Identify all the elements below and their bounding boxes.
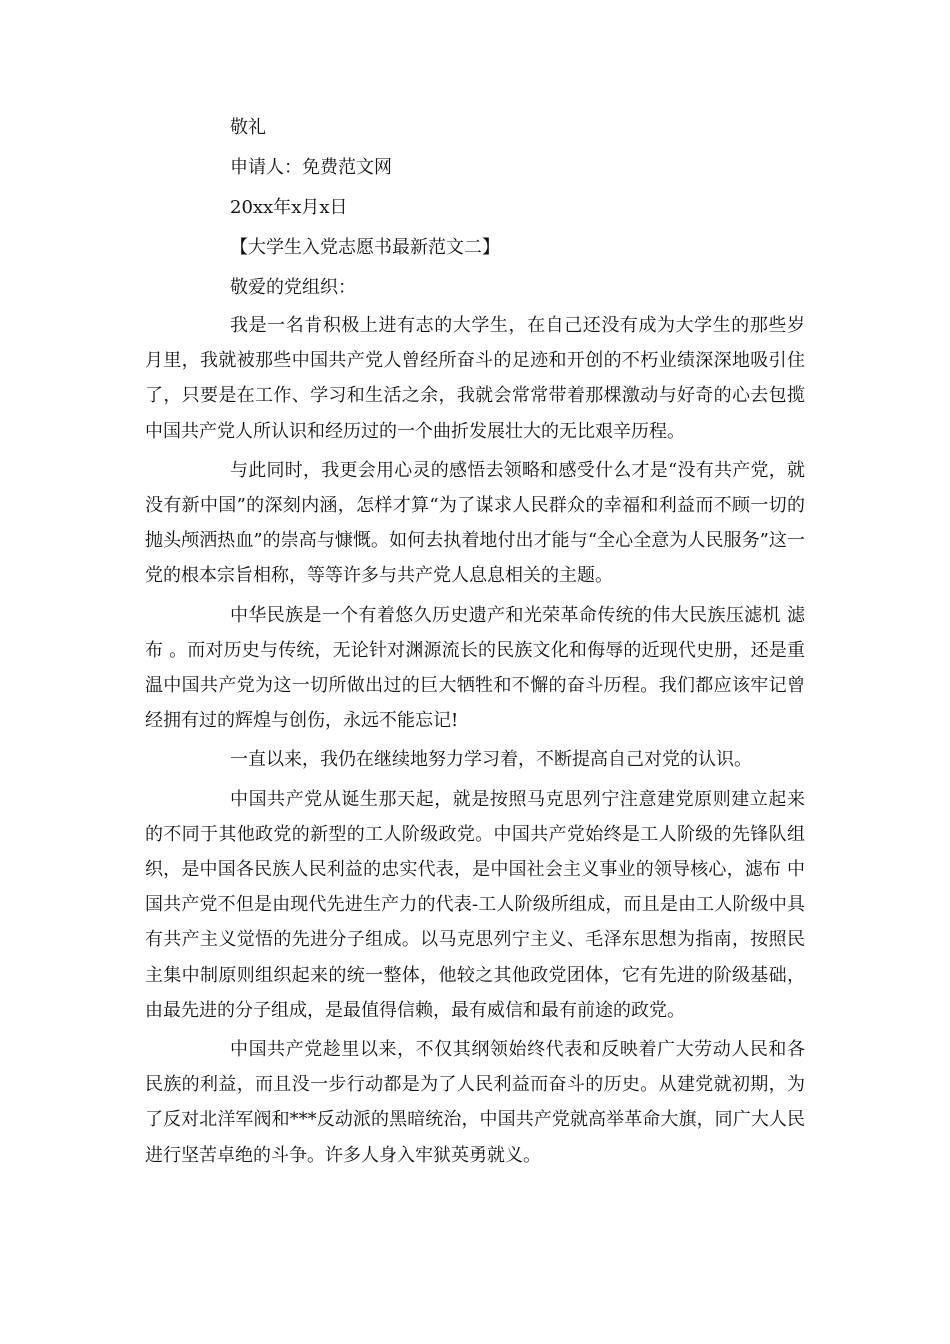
closing-line: 敬礼 <box>230 117 266 138</box>
paragraph: 我是一名肯积极上进有志的大学生，在自己还没有成为大学生的那些岁月里，我就被那些中国共产党人曾经所奋斗的足迹和开创的不朽业绩深深地吸引住了，只要是在工作、学习和生活之余，我就会常常带着那棵激动与好奇的心去包揽中国共产党人所认识和经历过的一个曲折发展壮大的无比艰辛历程。 <box>145 315 805 442</box>
paragraph: 中国共产党从诞生那天起，就是按照马克思列宁注意建党原则建立起来的不同于其他政党的新型的工人阶级政党。中国共产党始终是工人阶级的先锋队组织，是中国各民族人民利益的忠实代表，是中国社会主义事业的领导核心，滤布 中国共产党不但是由现代先进生产力的代表-工人阶级所组成，而且是由工人阶级中具有共产主义觉悟的先进分子组成。以马克思列宁主义、毛泽东思想为指南，按照民主集中制原则组织起来的统一整体，他较之其他政党团体，它有先进的阶级基础，由最先进的分子组成，是最值得信赖，最有威信和最有前途的政党。 <box>145 788 805 1021</box>
paragraph: 中华民族是一个有着悠久历史遗产和光荣革命传统的伟大民族压滤机 滤布 。而对历史与传统，无论针对渊源流长的民族文化和侮辱的近现代史册，还是重温中国共产党为这一切所做出过的巨大牺牲和不懈的奋斗历程。我们都应该牢记曾经拥有过的辉煌与创伤，永远不能忘记! <box>145 604 805 732</box>
section-title: 【大学生入党志愿书最新范文二】 <box>230 237 500 258</box>
paragraph: 中国共产党趁里以来，不仅其纲领始终代表和反映着广大劳动人民和各民族的利益，而且没一步行动都是为了人民利益而奋斗的历史。从建党就初期，为了反对北洋军阀和***反动派的黑暗统治，中国共产党就高举革命大旗，同广大人民进行坚苦卓绝的斗争。许多人身入牢狱英勇就义。 <box>145 1039 805 1166</box>
date-line: 20xx年x月x日 <box>230 197 348 218</box>
document-body <box>145 108 805 1177</box>
applicant-line: 申请人：免费范文网 <box>230 157 392 178</box>
salutation: 敬爱的党组织： <box>230 277 356 298</box>
paragraph: 与此同时，我更会用心灵的感悟去领略和感受什么才是“没有共产党，就没有新中国”的深刻内涵，怎样才算“为了谋求人民群众的幸福和利益而不顾一切的抛头颅洒热血”的崇高与慷慨。如何去执着地付出才能与“全心全意为人民服务”这一党的根本宗旨相称，等等许多与共产党人息息相关的主题。 <box>145 459 805 587</box>
paragraph: 一直以来，我仍在继续地努力学习着，不断提高自己对党的认识。 <box>230 749 752 771</box>
